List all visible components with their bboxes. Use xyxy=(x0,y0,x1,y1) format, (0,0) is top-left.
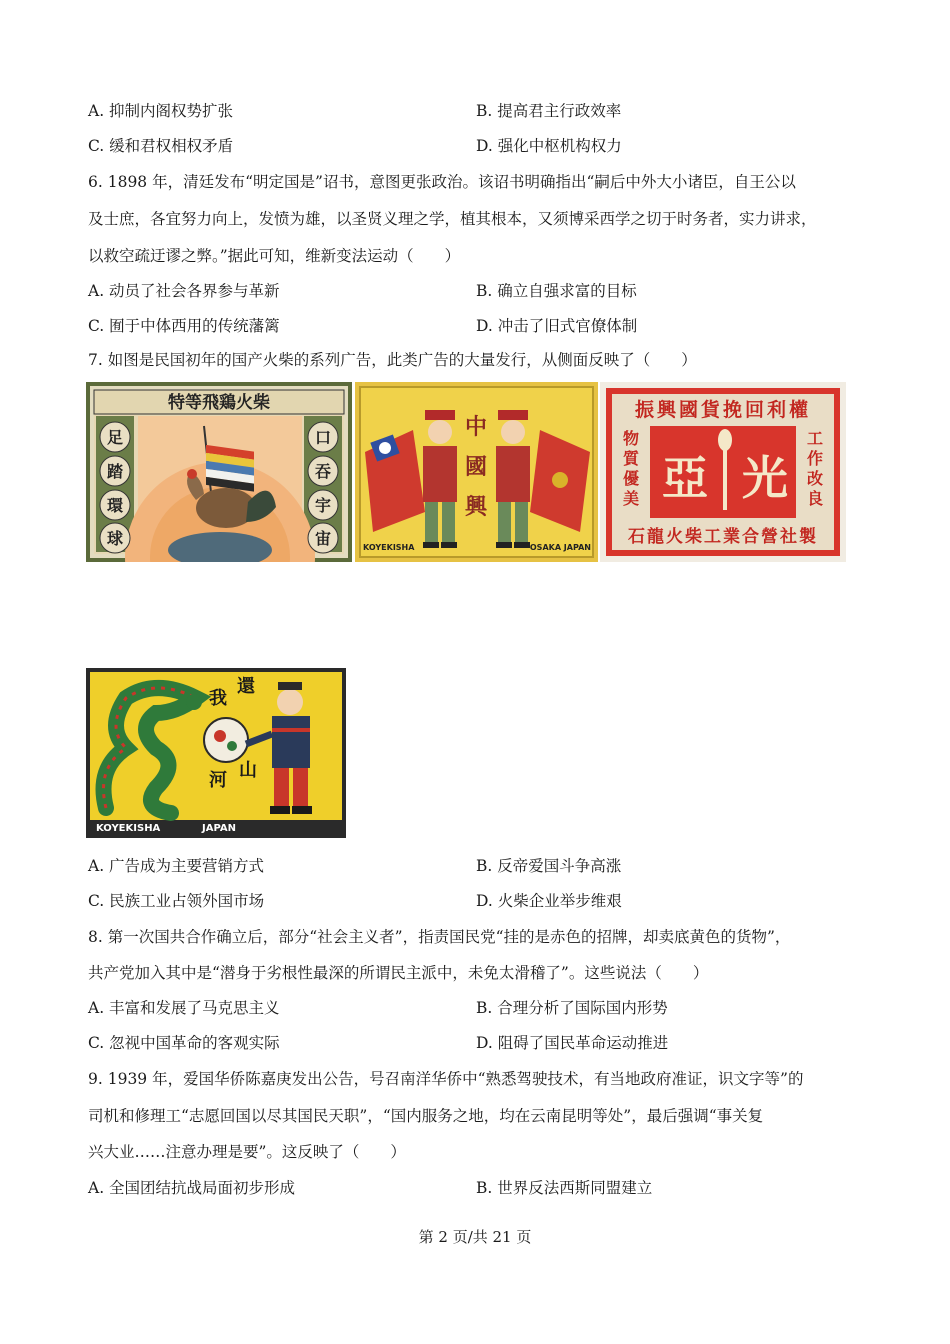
svg-text:工: 工 xyxy=(806,429,824,448)
yaguang-label-left-chars xyxy=(623,429,640,508)
q8-option-a: A. 丰富和发展了马克思主义 xyxy=(88,999,280,1017)
q9-stem-line-3: 兴大业……注意办理是要”。这反映了（ ） xyxy=(88,1143,406,1161)
q5-option-b: B. 提高君主行政效率 xyxy=(476,102,622,120)
q7-stem: 7. 如图是民国初年的国产火柴的系列广告，此类广告的大量发行，从侧面反映了（ ） xyxy=(88,351,697,369)
q8-stem-line-1: 8. 第一次国共合作确立后，部分“社会主义者”，指责国民党“挂的是赤色的招牌，却卖底黄色的货物”， xyxy=(88,928,791,946)
q6-option-b: B. 确立自强求富的目标 xyxy=(476,282,637,300)
q8-stem-line-2: 共产党加入其中是“潜身于劣根性最深的所谓民主派中，未免太滑稽了”。这些说法（ ） xyxy=(88,964,709,982)
soldiers-label-maker: KOYEKISHA xyxy=(363,543,415,552)
soldiers-label-center-chars xyxy=(465,414,489,520)
yaguang-label-top-text: 振興國貨挽回利權 xyxy=(634,399,812,421)
svg-text:還: 還 xyxy=(237,676,255,697)
page-footer: 第 2 页/共 21 页 xyxy=(418,1228,532,1246)
svg-text:中: 中 xyxy=(464,414,488,440)
q7-option-a: A. 广告成为主要营销方式 xyxy=(88,857,265,875)
q9-option-a: A. 全国团结抗战局面初步形成 xyxy=(88,1179,296,1197)
q8-option-b: B. 合理分析了国际国内形势 xyxy=(476,999,668,1017)
dragon-label-maker: KOYEKISHA xyxy=(96,823,161,834)
q7-option-b: B. 反帝爱国斗争高涨 xyxy=(476,857,622,875)
yaguang-label-bottom-text: 石龍火柴工業合營社製 xyxy=(628,527,818,547)
svg-text:物: 物 xyxy=(622,429,640,448)
svg-text:口: 口 xyxy=(314,428,332,447)
q8-option-d: D. 阻碍了国民革命运动推进 xyxy=(476,1034,669,1052)
q7-option-c: C. 民族工业占领外国市场 xyxy=(88,892,265,910)
q6-stem-line-1: 6. 1898 年，清廷发布“明定国是”诏书，意图更张政治。该诏书明确指出“嗣后中外大小诸臣，自王公以 xyxy=(88,173,796,191)
q9-stem-line-1: 9. 1939 年，爱国华侨陈嘉庚发出公告，号召南洋华侨中“熟悉驾驶技术，有当地政府准证，识文字等”的 xyxy=(88,1070,804,1088)
svg-text:吞: 吞 xyxy=(314,462,332,481)
svg-text:改: 改 xyxy=(806,469,824,488)
matchbox-label-dragon xyxy=(86,668,346,838)
q5-option-c: C. 缓和君权相权矛盾 xyxy=(88,137,234,155)
svg-text:宙: 宙 xyxy=(314,529,332,548)
svg-text:國: 國 xyxy=(464,454,488,480)
q6-stem-line-3: 以救空疏迂谬之弊。”据此可知，维新变法运动（ ） xyxy=(88,247,461,265)
q8-option-c: C. 忽视中国革命的客观实际 xyxy=(88,1034,280,1052)
svg-text:作: 作 xyxy=(806,449,824,468)
svg-text:球: 球 xyxy=(106,529,124,548)
svg-text:山: 山 xyxy=(239,760,257,781)
matchbox-label-yaguang xyxy=(600,382,846,562)
yaguang-label-char-right: 光 xyxy=(742,451,788,505)
q6-option-c: C. 囿于中体西用的传统藩篱 xyxy=(88,317,280,335)
svg-text:良: 良 xyxy=(806,489,824,508)
q5-option-d: D. 强化中枢机构权力 xyxy=(476,137,622,155)
svg-text:我: 我 xyxy=(209,688,227,709)
svg-text:宇: 宇 xyxy=(314,496,332,515)
q5-option-a: A. 抑制内阁权势扩张 xyxy=(88,102,234,120)
q9-option-b: B. 世界反法西斯同盟建立 xyxy=(476,1179,653,1197)
svg-text:足: 足 xyxy=(106,428,124,447)
rooster-label-title: 特等飛鶏火柴 xyxy=(168,393,270,413)
q6-option-d: D. 冲击了旧式官僚体制 xyxy=(476,317,638,335)
svg-text:美: 美 xyxy=(622,489,640,508)
svg-text:興: 興 xyxy=(464,494,488,520)
svg-text:質: 質 xyxy=(622,449,640,468)
svg-text:優: 優 xyxy=(622,469,640,488)
dragon-label-origin: JAPAN xyxy=(202,823,236,834)
q9-stem-line-2: 司机和修理工“志愿回国以尽其国民天职”，“国内服务之地，均在云南昆明等处”，最后强调“事关复 xyxy=(88,1107,764,1125)
yaguang-label-char-left: 亞 xyxy=(662,451,708,505)
svg-text:河: 河 xyxy=(209,770,227,791)
svg-text:踏: 踏 xyxy=(106,462,124,481)
q6-stem-line-2: 及士庶，各宜努力向上，发愤为雄，以圣贤义理之学，植其根本，又须博采西学之切于时务者，实力讲求， xyxy=(88,210,817,228)
matchbox-label-rooster xyxy=(86,382,352,562)
svg-text:環: 環 xyxy=(106,496,124,515)
q7-option-d: D. 火柴企业举步维艰 xyxy=(476,892,622,910)
soldiers-label-origin: OSAKA JAPAN xyxy=(529,543,591,552)
q6-option-a: A. 动员了社会各界参与革新 xyxy=(88,282,280,300)
yaguang-label-right-chars xyxy=(807,429,823,508)
matchbox-label-soldiers xyxy=(355,382,598,562)
